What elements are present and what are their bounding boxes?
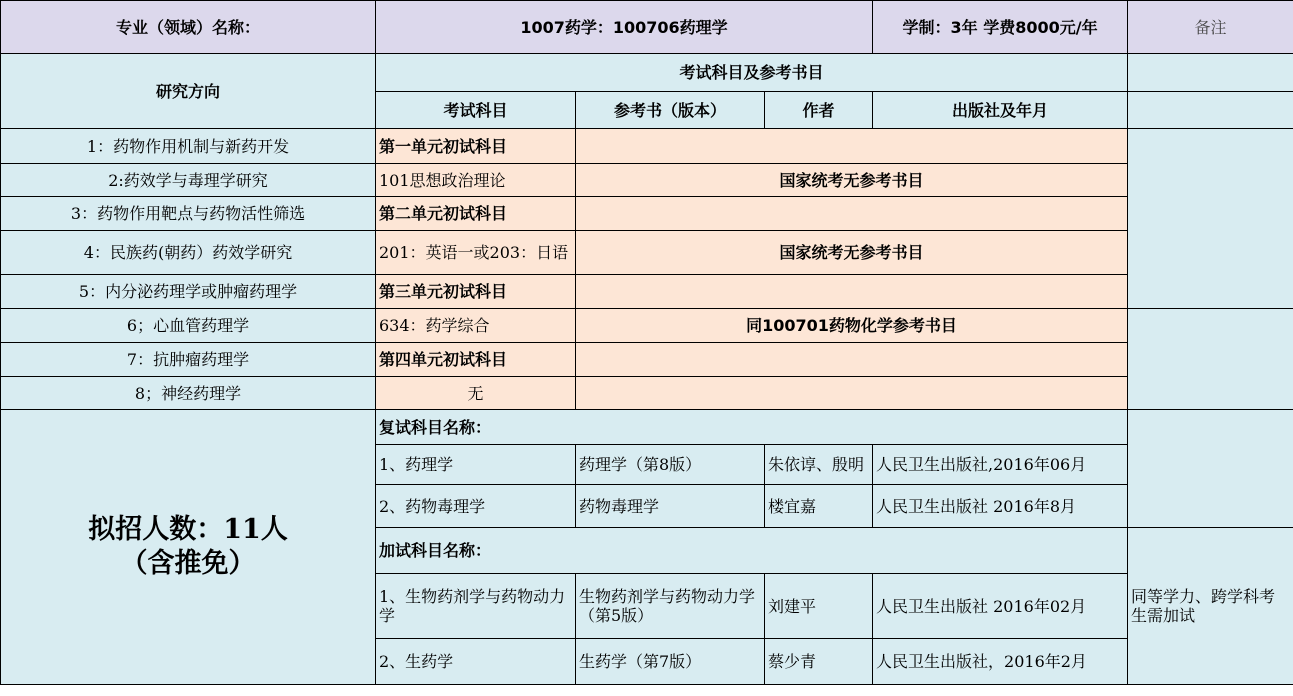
empty-cell (576, 275, 1128, 309)
direction-item: 1：药物作用机制与新药开发 (1, 129, 376, 164)
retest-book: 药理学（第8版） (576, 445, 765, 485)
remarks-cell (1128, 92, 1293, 129)
direction-item: 3：药物作用靶点与药物活性筛选 (1, 197, 376, 231)
extra-publisher: 人民卫生出版社，2016年2月 (873, 639, 1128, 685)
direction-item: 7：抗肿瘤药理学 (1, 343, 376, 377)
unit-title: 第四单元初试科目 (376, 343, 576, 377)
exam-subject: 634：药学综合 (376, 309, 576, 343)
direction-item: 2:药效学与毒理学研究 (1, 164, 376, 197)
retest-subject: 1、药理学 (376, 445, 576, 485)
extra-author: 刘建平 (765, 574, 873, 639)
empty-cell (576, 377, 1128, 410)
extra-publisher: 人民卫生出版社 2016年02月 (873, 574, 1128, 639)
unit-title: 第三单元初试科目 (376, 275, 576, 309)
extra-subject: 1、生物药剂学与药物动力学 (376, 574, 576, 639)
exam-subject: 201：英语一或203：日语 (376, 231, 576, 275)
extra-book: 生药学（第7版） (576, 639, 765, 685)
enrollment-cell (1, 410, 376, 685)
direction-item: 6；心血管药理学 (1, 309, 376, 343)
exam-subjects-title: 考试科目及参考书目 (376, 54, 1128, 92)
remarks-header: 备注 (1128, 1, 1293, 54)
retest-publisher: 人民卫生出版社 2016年8月 (873, 485, 1128, 528)
extra-author: 蔡少青 (765, 639, 873, 685)
exam-subject: 无 (376, 377, 576, 410)
retest-author: 楼宜嘉 (765, 485, 873, 528)
enrollment-count: 拟招人数：11人 (88, 514, 288, 545)
empty-cell (576, 343, 1128, 377)
col-header-publisher: 出版社及年月 (873, 92, 1128, 129)
direction-item: 5：内分泌药理学或肿瘤药理学 (1, 275, 376, 309)
remarks-cell (1128, 54, 1293, 92)
retest-book: 药物毒理学 (576, 485, 765, 528)
unit-title: 第一单元初试科目 (376, 129, 576, 164)
directions-header: 研究方向 (1, 54, 376, 129)
col-header-author: 作者 (765, 92, 873, 129)
empty-cell (576, 129, 1128, 164)
extra-note: 同等学力、跨学科考生需加试 (1128, 528, 1293, 685)
retest-title: 复试科目名称： (376, 410, 1128, 445)
exam-subject: 101思想政治理论 (376, 164, 576, 197)
col-header-book: 参考书（版本） (576, 92, 765, 129)
major-name: 1007药学：100706药理学 (376, 1, 873, 54)
reference-note: 同100701药物化学参考书目 (576, 309, 1128, 343)
extra-subject: 2、生药学 (376, 639, 576, 685)
reference-note: 国家统考无参考书目 (576, 231, 1128, 275)
remarks-cell (1128, 309, 1293, 410)
retest-publisher: 人民卫生出版社,2016年06月 (873, 445, 1128, 485)
major-label: 专业（领域）名称： (1, 1, 376, 54)
direction-item: 8；神经药理学 (1, 377, 376, 410)
retest-author: 朱依谆、殷明 (765, 445, 873, 485)
unit-title: 第二单元初试科目 (376, 197, 576, 231)
reference-note: 国家统考无参考书目 (576, 164, 1128, 197)
direction-item: 4：民族药(朝药）药效学研究 (1, 231, 376, 275)
remarks-cell (1128, 410, 1293, 528)
enrollment-note: （含推免） (120, 548, 256, 579)
retest-subject: 2、药物毒理学 (376, 485, 576, 528)
extra-title: 加试科目名称： (376, 528, 1128, 574)
empty-cell (576, 197, 1128, 231)
remarks-cell (1128, 129, 1293, 309)
col-header-subject: 考试科目 (376, 92, 576, 129)
duration-fee: 学制：3年 学费8000元/年 (873, 1, 1128, 54)
extra-book: 生物药剂学与药物动力学（第5版） (576, 574, 765, 639)
